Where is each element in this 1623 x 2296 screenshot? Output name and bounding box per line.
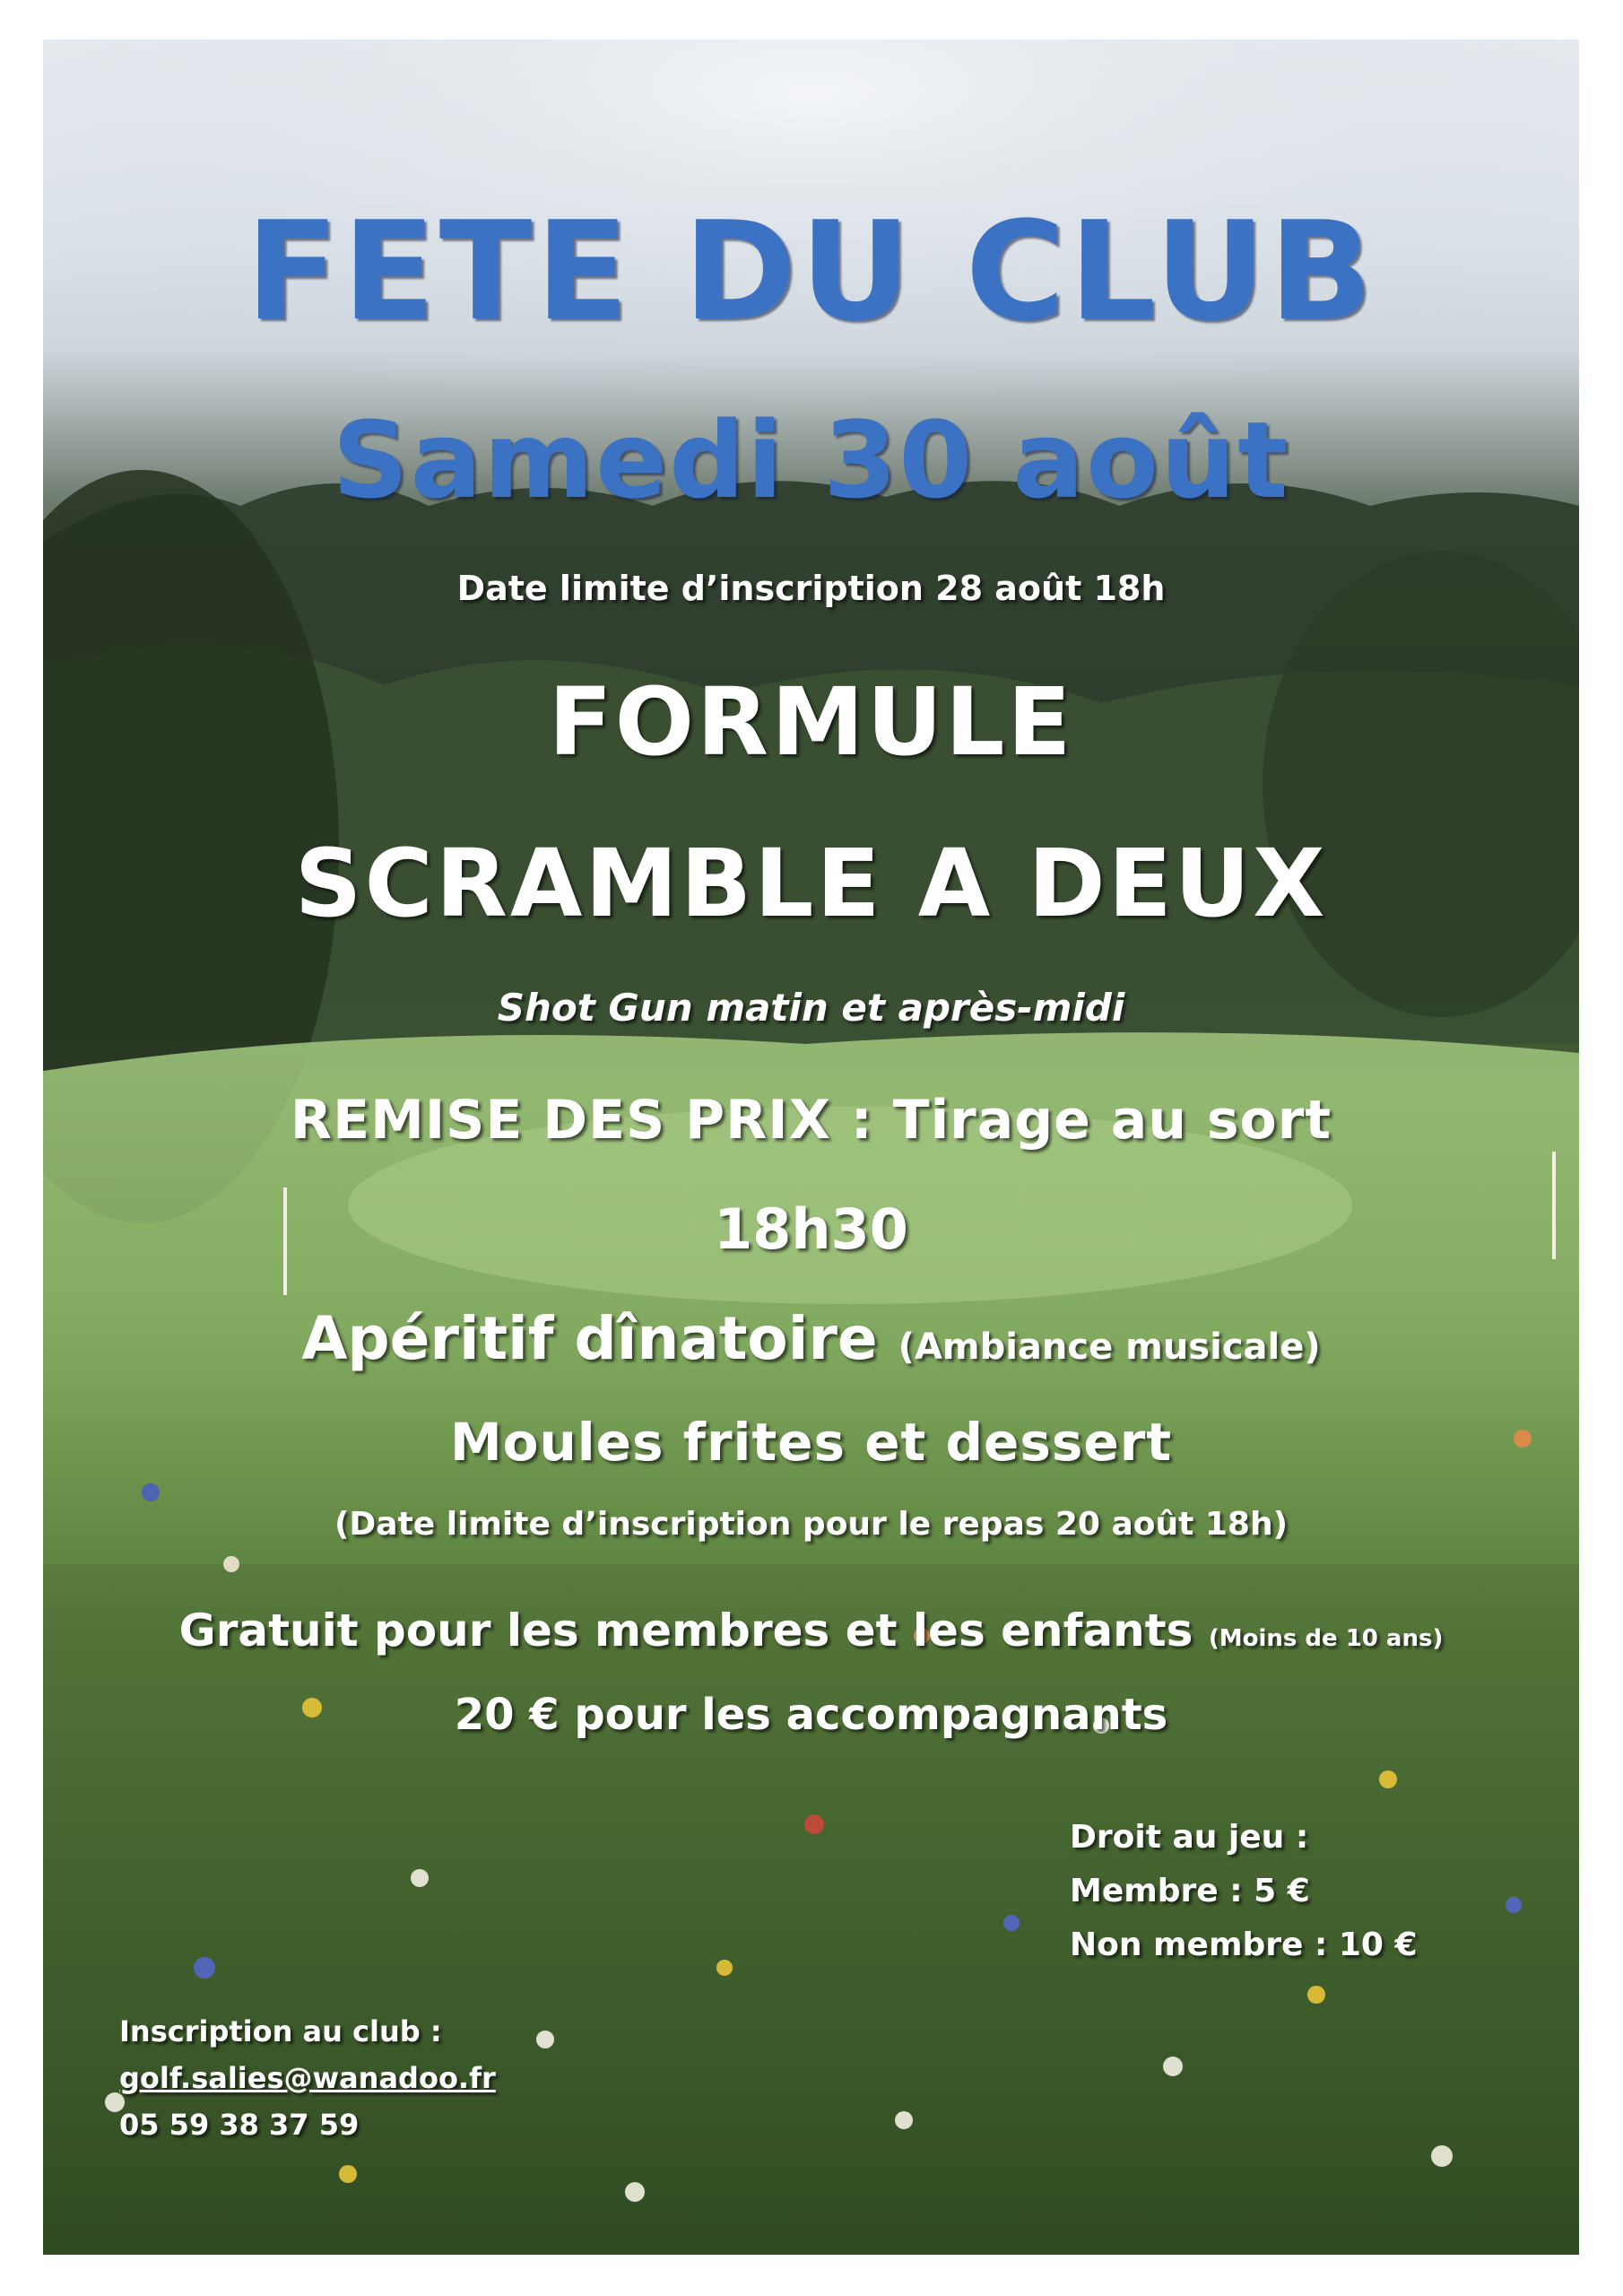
- formula-heading: FORMULE: [548, 667, 1074, 777]
- aperitif-label: Apéritif dînatoire: [301, 1304, 878, 1373]
- contact-block: [119, 2008, 496, 2148]
- green-fee-heading: Droit au jeu :: [1070, 1819, 1309, 1856]
- prize-giving-time: 18h30: [714, 1196, 908, 1262]
- free-entry-note: (Moins de 10 ans): [1208, 1625, 1444, 1652]
- free-entry-line: [43, 1605, 1579, 1657]
- poster: [43, 39, 1579, 2255]
- green-fee-non-member: Non membre : 10 €: [1070, 1926, 1418, 1963]
- green-fee-block: [1070, 1811, 1418, 1972]
- prize-giving: REMISE DES PRIX : Tirage au sort: [290, 1089, 1332, 1152]
- formula-name: SCRAMBLE A DEUX: [294, 829, 1328, 938]
- free-entry-label: Gratuit pour les membres et les enfants: [178, 1605, 1193, 1657]
- meal-menu: Moules frites et dessert: [449, 1412, 1173, 1473]
- aperitif-note: (Ambiance musicale): [898, 1326, 1321, 1368]
- contact-phone: 05 59 38 37 59: [119, 2108, 360, 2142]
- green-fee-member: Membre : 5 €: [1070, 1873, 1310, 1909]
- aperitif-line: [43, 1304, 1579, 1373]
- guest-price: 20 € pour les accompagnants: [454, 1690, 1168, 1740]
- event-date: Samedi 30 août: [332, 398, 1290, 522]
- shotgun-info: Shot Gun matin et après-midi: [497, 986, 1125, 1030]
- event-title: FETE DU CLUB: [246, 192, 1376, 351]
- meal-deadline: (Date limite d’inscription pour le repas 20 août 18h): [334, 1506, 1289, 1543]
- contact-heading: Inscription au club :: [119, 2014, 442, 2048]
- registration-deadline: Date limite d’inscription 28 août 18h: [456, 569, 1166, 608]
- contact-email-link[interactable]: golf.salies@wanadoo.fr: [119, 2061, 496, 2095]
